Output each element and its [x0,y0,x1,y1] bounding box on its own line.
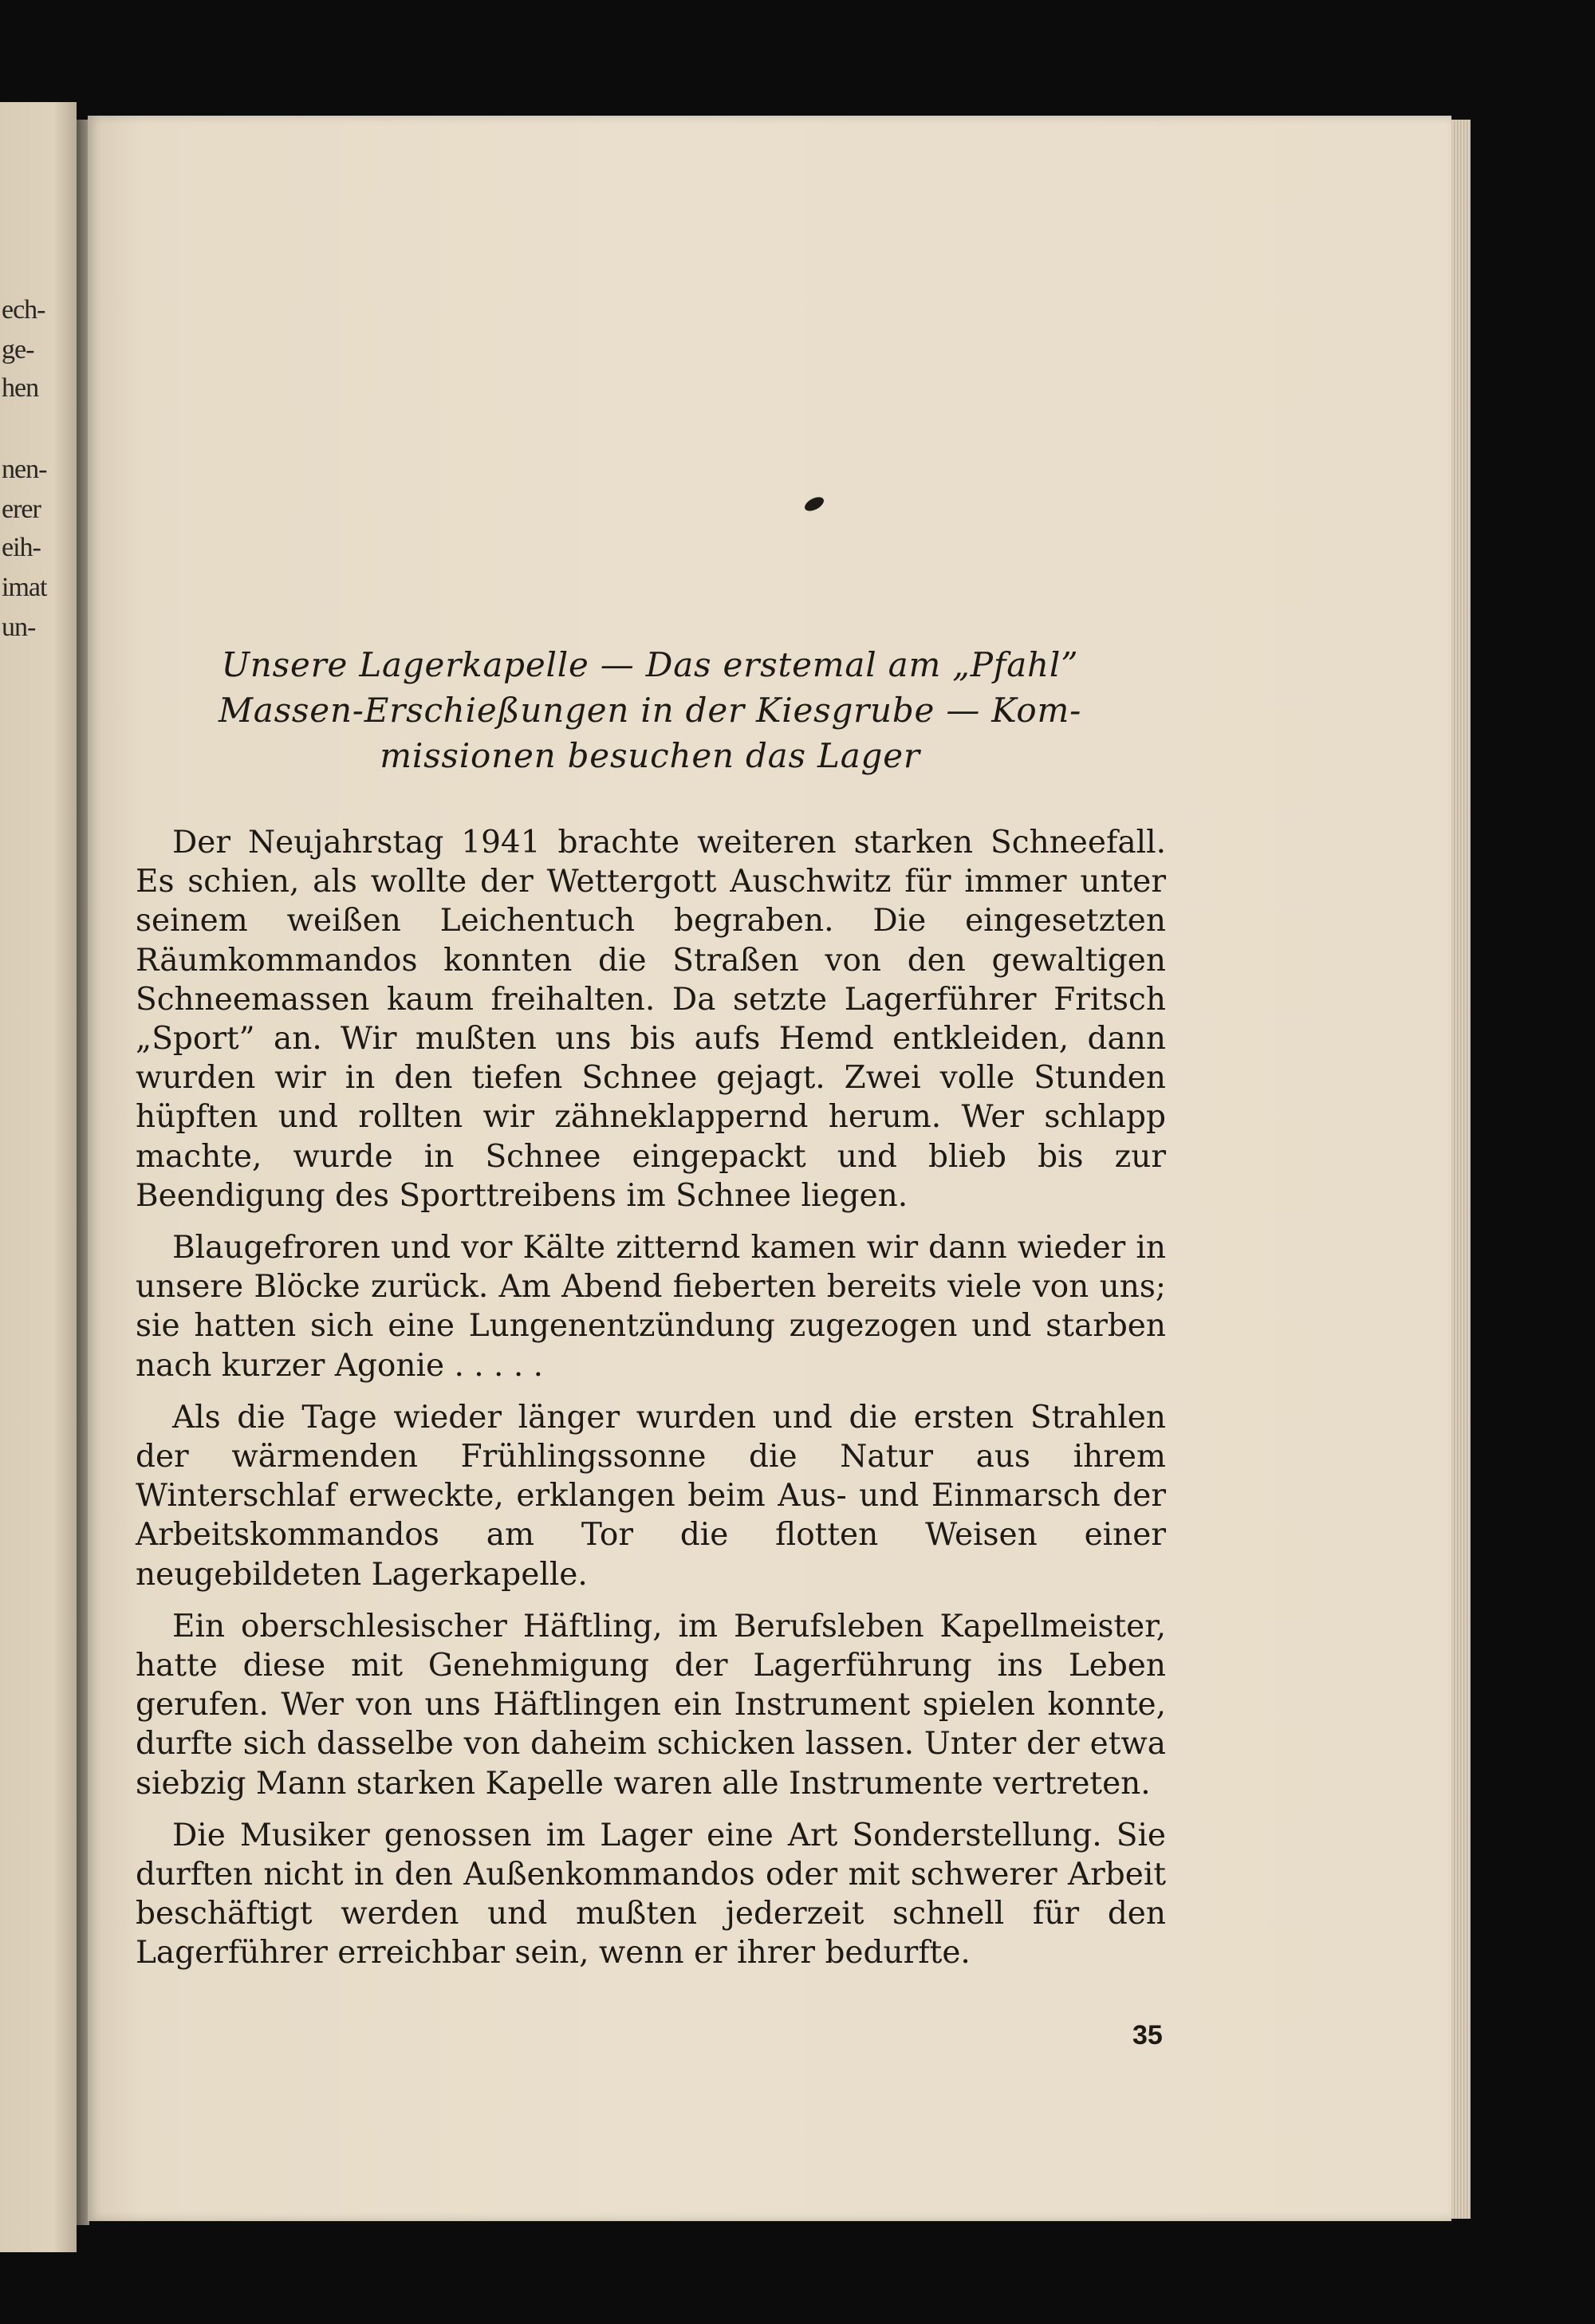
chapter-heading-line: Massen-Erschießungen in der Kiesgrube — Kom- [218,691,1082,730]
chapter-heading-line: missionen besuchen das Lager [380,736,920,775]
previous-page-fragment: erer [2,494,41,524]
previous-page-fragment: hen [2,373,39,403]
paragraph: Ein oberschlesischer Häftling, im Berufsleben Kapellmeister, hatte diese mit Genehmigung der Lagerführung ins Leben gerufen. Wer von uns Häftlingen ein Instrument spielen konnte, durfte sich dasselbe von daheim schicken lassen. Unter der etwa siebzig Mann starken Kapelle waren alle Instrumente vertreten. [136,1608,1166,1802]
paragraph: Blaugefroren und vor Kälte zitternd kamen wir dann wieder in unsere Blöcke zurück. Am Abend fieberten bereits viele von uns; sie hatten sich eine Lungenentzündung zugezogen und starben nach kurzer Agonie . . . . . [136,1230,1166,1384]
chapter-heading [120,642,1180,778]
paragraph: Als die Tage wieder länger wurden und die ersten Strahlen der wärmenden Frühlingssonne die Natur aus ihrem Winterschlaf erweckte, erklangen beim Aus- und Einmarsch der Arbeitskommandos am Tor die flotten Weisen einer neugebildeten Lagerkapelle. [136,1399,1166,1593]
paragraph: Der Neujahrstag 1941 brachte weiteren starken Schneefall. Es schien, als wollte der Wettergott Auschwitz für immer unter seinem weißen Leichentuch begraben. Die eingesetzten Räumkommandos konnten die Straßen von den gewaltigen Schneemassen kaum freihalten. Da setzte Lagerführer Fritsch „Sport” an. Wir mußten uns bis aufs Hemd entkleiden, dann wurden wir in den tiefen Schnee gejagt. Zwei volle Stunden hüpften und rollten wir zähneklappernd herum. Wer schlapp machte, wurde in Schnee eingepackt und blieb bis zur Beendigung des Sporttreibens im Schnee liegen. [136,825,1166,1214]
previous-page-fragment: ge- [2,335,34,364]
paragraph: Die Musiker genossen im Lager eine Art Sonderstellung. Sie durften nicht in den Außenkommandos oder mit schwerer Arbeit beschäftigt werden und mußten jederzeit schnell für den Lagerführer erreichbar sein, wenn er ihrer bedurfte. [136,1817,1166,1971]
previous-page-fragment: un- [2,613,36,642]
body-text [136,823,1166,1986]
previous-page-fragment: nen- [2,455,47,484]
previous-page-edge [0,102,77,2252]
page-number: 35 [1132,2020,1163,2050]
previous-page-fragment: eih- [2,533,41,562]
previous-page-fragment: ech- [2,295,45,325]
chapter-heading-line: Unsere Lagerkapelle — Das erstemal am „Pfahl” [221,645,1079,684]
page-edge [1451,120,1471,2219]
previous-page-fragment: imat [2,573,47,602]
